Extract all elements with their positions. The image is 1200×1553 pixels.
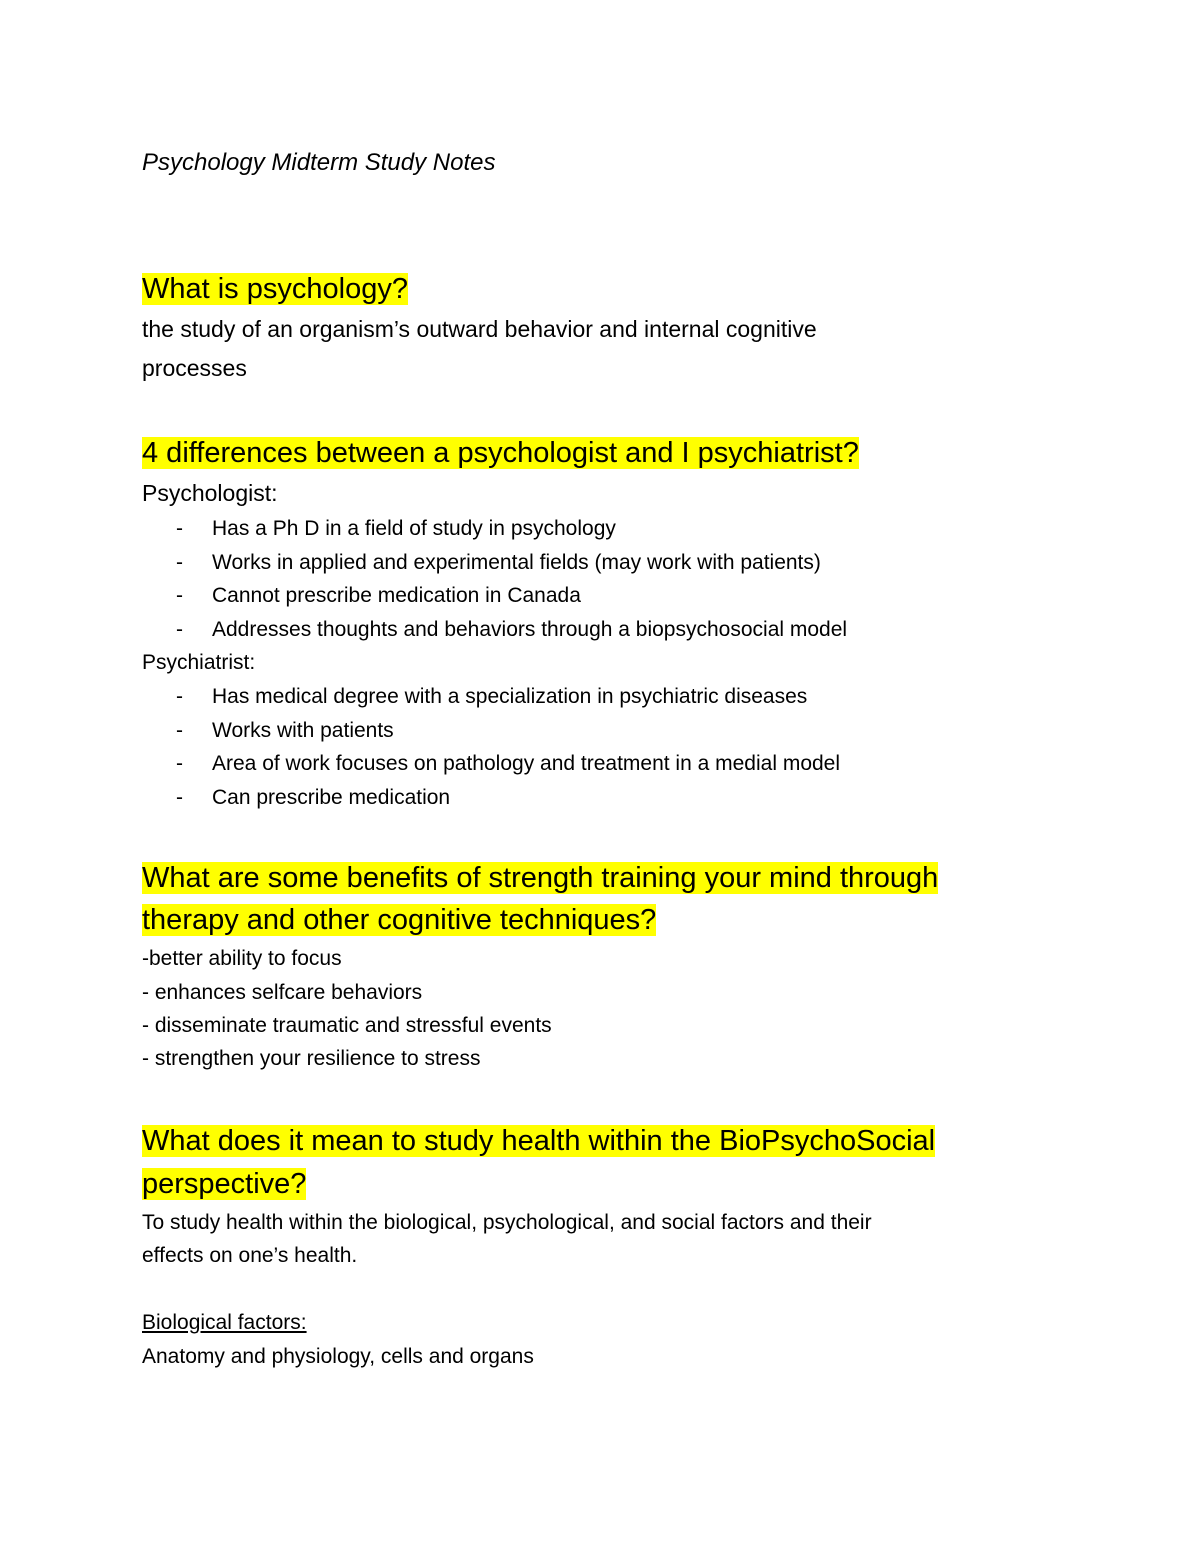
- benefit-line: - strengthen your resilience to stress: [142, 1047, 481, 1070]
- list-item-text: Can prescribe medication: [212, 785, 451, 809]
- list-item: [142, 714, 840, 748]
- heading-text: What does it mean to study health within the BioPsychoSocial: [142, 1125, 936, 1157]
- benefit-line: - disseminate traumatic and stressful events: [142, 1014, 552, 1037]
- document-title: Psychology Midterm Study Notes: [142, 149, 496, 176]
- dash-marker: -: [176, 517, 183, 540]
- heading-biopsychosocial-line-2: [142, 1163, 306, 1205]
- psychiatrist-list: [142, 680, 840, 814]
- list-item: [142, 781, 840, 815]
- list-item-text: Addresses thoughts and behaviors through a biopsychosocial model: [212, 617, 848, 641]
- list-item-text: Works with patients: [212, 718, 394, 742]
- heading-text: 4 differences between a psychologist and I psychiatrist?: [142, 437, 859, 469]
- list-item: [142, 613, 847, 647]
- biopsychosocial-line-1: To study health within the biological, psychological, and social factors and their: [142, 1211, 872, 1234]
- list-item-text: Area of work focuses on pathology and treatment in a medial model: [212, 752, 841, 775]
- list-item-text: Cannot prescribe medication in Canada: [212, 584, 581, 607]
- list-item: [142, 579, 847, 613]
- benefit-line: -better ability to focus: [142, 947, 342, 970]
- group-label-psychiatrist: Psychiatrist:: [142, 651, 256, 674]
- group-label-psychologist: Psychologist:: [142, 480, 278, 506]
- definition-line-1: the study of an organism’s outward behavior and internal cognitive: [142, 316, 817, 342]
- definition-line-2: processes: [142, 355, 247, 381]
- dash-marker: -: [176, 685, 183, 708]
- heading-text: What are some benefits of strength training your mind through: [142, 862, 939, 894]
- list-item: [142, 546, 847, 580]
- subheading-biological-factors: Biological factors:: [142, 1311, 307, 1334]
- heading-differences: [142, 432, 859, 474]
- heading-benefits-line-2: [142, 899, 656, 941]
- dash-marker: -: [176, 718, 183, 742]
- benefit-line: - enhances selfcare behaviors: [142, 981, 423, 1004]
- dash-marker: -: [176, 550, 183, 574]
- dash-marker: -: [176, 752, 183, 775]
- heading-biopsychosocial-line-1: [142, 1120, 935, 1162]
- heading-text: perspective?: [142, 1168, 307, 1200]
- list-item-text: Works in applied and experimental fields (may work with patients): [212, 550, 821, 574]
- heading-benefits-line-1: [142, 857, 938, 899]
- dash-marker: -: [176, 584, 183, 607]
- list-item: [142, 747, 840, 781]
- biological-factors-text: Anatomy and physiology, cells and organs: [142, 1345, 534, 1368]
- list-item: [142, 680, 840, 714]
- list-item: [142, 512, 847, 546]
- heading-text: therapy and other cognitive techniques?: [142, 904, 657, 936]
- dash-marker: -: [176, 785, 183, 809]
- heading-what-is-psychology: [142, 268, 408, 310]
- dash-marker: -: [176, 617, 183, 641]
- list-item-text: Has a Ph D in a field of study in psychology: [212, 517, 616, 540]
- heading-text: What is psychology?: [142, 273, 408, 305]
- list-item-text: Has medical degree with a specialization in psychiatric diseases: [212, 685, 808, 708]
- biopsychosocial-line-2: effects on one’s health.: [142, 1244, 358, 1267]
- psychologist-list: [142, 512, 847, 646]
